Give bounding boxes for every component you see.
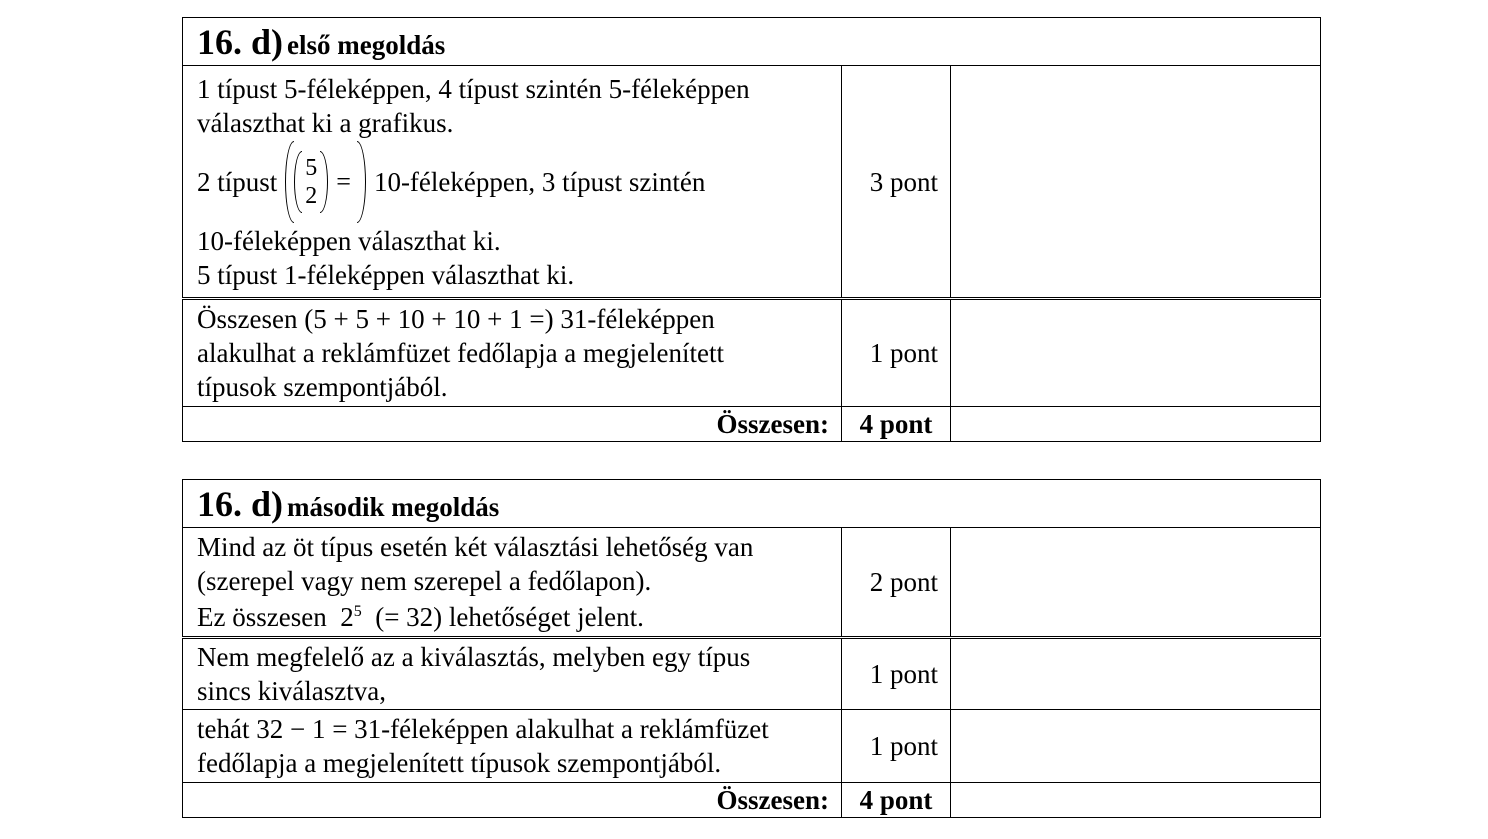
- step-text: 2 típust: [197, 166, 278, 197]
- notes-cell: [951, 710, 1321, 783]
- notes-cell: [951, 407, 1321, 442]
- step-line: 5 típust 1-féleképpen választhat ki.: [197, 259, 575, 290]
- step-text: (= 32) lehetőséget jelent.: [375, 602, 644, 632]
- second-solution-header: [183, 480, 1321, 528]
- left-paren-icon: [285, 141, 294, 223]
- second-solution-total-row: [183, 783, 1321, 818]
- binomial-expression: [197, 142, 841, 222]
- step-line: sincs kiválasztva,: [197, 676, 386, 706]
- binomial-coefficient: [305, 154, 317, 210]
- first-solution-row-2: [183, 299, 1321, 407]
- notes-cell: [951, 66, 1321, 299]
- step-text: Ez összesen: [197, 602, 327, 632]
- notes-cell: [951, 528, 1321, 638]
- total-points: 4 pont: [842, 783, 951, 818]
- solution-step-text: [183, 528, 842, 638]
- second-solution-table: [182, 479, 1321, 818]
- step-line: típusok szempontjából.: [197, 372, 448, 402]
- step-line: tehát 32 − 1 = 31-féleképpen alakulhat a reklámfüzet: [197, 714, 769, 744]
- solution-title: második megoldás: [287, 491, 500, 522]
- task-number: 16. d): [197, 21, 284, 62]
- right-paren-icon: [357, 141, 366, 223]
- step-line: 10-féleképpen választhat ki.: [197, 225, 501, 256]
- step-line: [197, 600, 841, 634]
- right-paren-icon: [320, 151, 328, 213]
- points-cell: 1 pont: [842, 299, 951, 407]
- power-base: 2: [340, 602, 354, 632]
- second-solution-header-row: [183, 480, 1321, 528]
- second-solution-row-1: [183, 528, 1321, 638]
- points-cell: 3 pont: [842, 66, 951, 299]
- step-text: 10-féleképpen, 3 típust szintén: [373, 166, 706, 197]
- total-label: Összesen:: [183, 407, 842, 442]
- notes-cell: [951, 299, 1321, 407]
- first-solution-header: [183, 18, 1321, 66]
- solution-step-text: [183, 638, 842, 710]
- step-line: (szerepel vagy nem szerepel a fedőlapon).: [197, 566, 652, 596]
- step-line: választhat ki a grafikus.: [197, 107, 454, 138]
- first-solution-total-row: [183, 407, 1321, 442]
- step-line: Mind az öt típus esetén két választási lehetőség van: [197, 532, 754, 562]
- solution-step-text: [183, 710, 842, 783]
- first-solution-header-row: [183, 18, 1321, 66]
- step-line: fedőlapja a megjelenített típusok szempontjából.: [197, 748, 722, 778]
- first-solution-row-1: [183, 66, 1321, 299]
- total-label: Összesen:: [183, 783, 842, 818]
- task-number: 16. d): [197, 483, 284, 524]
- step-line: Összesen (5 + 5 + 10 + 10 + 1 =) 31-féleképpen: [197, 304, 715, 334]
- notes-cell: [951, 638, 1321, 710]
- solution-step-text: [183, 66, 842, 299]
- points-cell: 1 pont: [842, 710, 951, 783]
- power-exponent: 5: [353, 603, 362, 620]
- total-points: 4 pont: [842, 407, 951, 442]
- second-solution-row-2: [183, 638, 1321, 710]
- solution-title: első megoldás: [287, 29, 446, 60]
- second-solution-row-3: [183, 710, 1321, 783]
- points-cell: 1 pont: [842, 638, 951, 710]
- binomial-group: [285, 141, 366, 223]
- equals-sign: =: [336, 166, 351, 196]
- step-line: Nem megfelelő az a kiválasztás, melyben egy típus: [197, 642, 751, 672]
- step-line: 1 típust 5-féleképpen, 4 típust szintén 5-féleképpen: [197, 73, 750, 104]
- points-cell: 2 pont: [842, 528, 951, 638]
- binomial-bottom: 2: [305, 182, 318, 209]
- first-solution-table: [182, 17, 1321, 442]
- binomial-top: 5: [305, 154, 318, 181]
- left-paren-icon: [294, 151, 302, 213]
- notes-cell: [951, 783, 1321, 818]
- step-line: alakulhat a reklámfüzet fedőlapja a megjelenített: [197, 338, 724, 368]
- solution-step-text: [183, 299, 842, 407]
